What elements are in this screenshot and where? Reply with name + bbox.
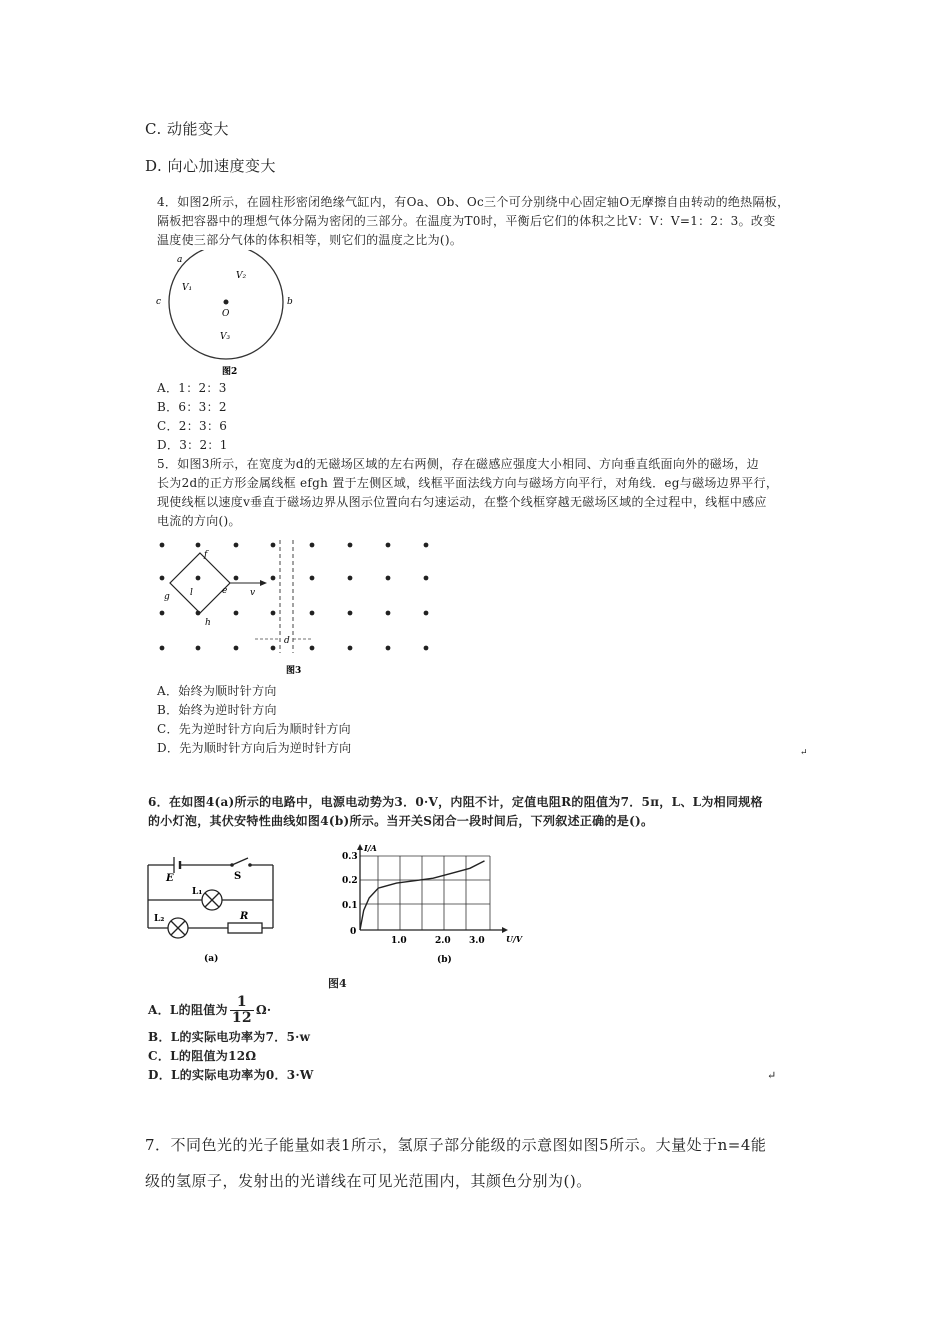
- q6-option-a: A．L的阻值为 1 12 Ω·: [148, 993, 272, 1026]
- label-l: l: [190, 588, 193, 598]
- label-e: e: [222, 586, 228, 596]
- q6-option-c: C．L的阻值为12Ω: [148, 1049, 257, 1063]
- label-b: (b): [437, 955, 452, 965]
- question-6-stem: 6．在如图4(a)所示的电路中，电源电动势为3．0·V，内阻不计，定值电阻R的阻值为7．5π，L、L为相同规格 的小灯泡，其伏安特性曲线如图4(b)所示。当开关S闭合一段时间后，下列叙述正确的是()。: [148, 795, 763, 828]
- label-v1: V₁: [182, 283, 193, 293]
- q4-option-c: C．2：3：6: [157, 419, 228, 433]
- label-a: (a): [204, 954, 219, 964]
- x-axis-label: U/V: [506, 934, 523, 944]
- figure-2-cylinder: [150, 250, 320, 385]
- label-h: h: [205, 618, 211, 628]
- label-r: R: [240, 911, 249, 922]
- label-e: E: [166, 873, 174, 884]
- label-o: O: [222, 309, 230, 319]
- label-f: f: [204, 550, 208, 560]
- q4-option-a: A．1：2：3: [157, 381, 227, 395]
- q6-option-d: D．L的实际电功率为0．3·W: [148, 1068, 314, 1082]
- caption-fig3: 图3: [286, 666, 302, 676]
- q6-option-b: B．L的实际电功率为7．5·w: [148, 1030, 311, 1044]
- resistor-r: [228, 923, 262, 933]
- square-loop: [170, 553, 230, 613]
- q4-option-d: D．3：2：1: [157, 438, 228, 452]
- caption-fig4: 图4: [328, 977, 347, 990]
- label-l2: L₂: [154, 914, 165, 924]
- question-5-options: [157, 682, 351, 758]
- x-tick-3.0: 3.0: [469, 936, 485, 946]
- y-tick-0.3: 0.3: [342, 852, 358, 862]
- figure-4a-circuit: [140, 850, 280, 968]
- label-v3: V₃: [220, 332, 231, 342]
- question-4-options: [157, 379, 228, 455]
- figure-4b-iv-graph: [330, 842, 530, 970]
- label-a: a: [177, 255, 183, 265]
- label-v: v: [250, 588, 256, 598]
- return-mark-2: ↵: [767, 1069, 777, 1082]
- grid-lines: [360, 856, 490, 930]
- field-dots: [160, 543, 429, 651]
- label-c: c: [156, 297, 162, 307]
- question-5-stem: 5．如图3所示，在宽度为d的无磁场区域的左右两侧，存在磁感应强度大小相同、方向垂直纸面向外的磁场，边 长为2d的正方形金属线框 efgh 置于左侧区域，线框平面法线方向与磁场方向平行，对角线．eg与磁场边界平行， 现使线框以速度v垂直于磁场边界从图示位置向右匀速运动，在整个线框穿越无磁场区域的全过程中，线框中感应 电流的方向()。: [157, 457, 779, 528]
- question-4-stem: 4．如图2所示，在圆柱形密闭绝缘气缸内，有Oa、Ob、Oc三个可分别绕中心固定轴O无摩擦自由转动的绝热隔板， 隔板把容器中的理想气体分隔为密闭的三部分。在温度为T0时，平衡后它们的体积之比V：V：V=1：2：3。改变 温度使三部分气体的体积相等，则它们的温度之比为()。: [157, 195, 790, 247]
- label-b: b: [287, 297, 293, 307]
- label-v2: V₂: [236, 271, 247, 281]
- center-point: [224, 300, 229, 305]
- q5-option-c: C．先为逆时针方向后为顺时针方向: [157, 722, 351, 736]
- question-6-options: [148, 1028, 314, 1085]
- x-tick-2.0: 2.0: [435, 936, 451, 946]
- option-c-kinetic: C. 动能变大: [145, 120, 229, 138]
- y-axis-label: I/A: [364, 843, 377, 853]
- q5-option-a: A．始终为顺时针方向: [157, 684, 277, 698]
- label-l1: L₁: [192, 887, 203, 897]
- y-tick-0: 0: [350, 927, 357, 937]
- y-tick-0.1: 0.1: [342, 901, 358, 911]
- caption-fig2: 图2: [222, 367, 238, 377]
- label-g: g: [164, 592, 170, 602]
- fraction: 1 12: [231, 993, 252, 1026]
- label-d: d: [284, 636, 290, 646]
- y-tick-0.2: 0.2: [342, 876, 358, 886]
- x-tick-1.0: 1.0: [391, 936, 407, 946]
- label-s: S: [234, 871, 242, 882]
- q5-option-d: D．先为顺时针方向后为逆时针方向: [157, 741, 352, 755]
- question-7-stem: 7．不同色光的光子能量如表1所示，氢原子部分能级的示意图如图5所示。大量处于n=4能 级的氢原子，发射出的光谱线在可见光范围内，其颜色分别为()。: [145, 1136, 767, 1190]
- option-d-centripetal: D. 向心加速度变大: [145, 157, 277, 175]
- q4-option-b: B．6：3：2: [157, 400, 227, 414]
- q5-option-b: B．始终为逆时针方向: [157, 703, 277, 717]
- figure-3-magnetic-field: [150, 535, 450, 680]
- return-mark-1: ↵: [800, 748, 808, 758]
- switch-blade: [232, 858, 248, 865]
